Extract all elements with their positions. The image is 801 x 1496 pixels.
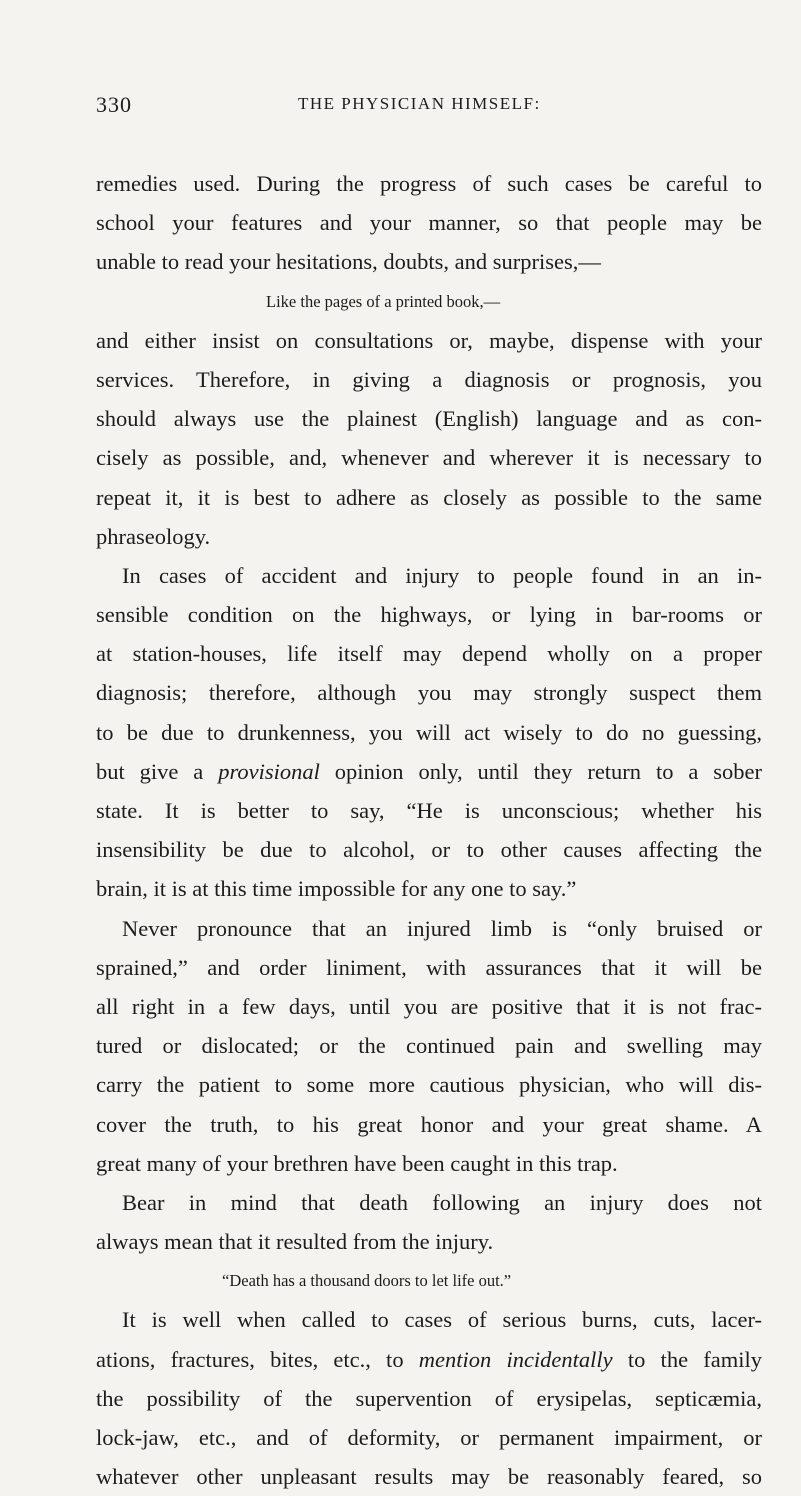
text-line: should always use the plainest (English) language and as con- [96,406,762,432]
text-line: great many of your brethren have been caught in this trap. [96,1150,618,1176]
text-line: the possibility of the supervention of erysipelas, septicæmia, [96,1385,762,1411]
text-line: tured or dislocated; or the continued pain and swelling may [96,1033,762,1059]
text-line: insensibility be due to alcohol, or to other causes affecting the [96,837,762,863]
page-number: 330 [96,92,132,117]
text-segment: ations, fractures, bites, etc., to [96,1346,419,1372]
text-line: cisely as possible, and, whenever and wherever it is necessary to [96,445,762,471]
verse-quote: Like the pages of a printed book,— [266,291,501,311]
italic-phrase: mention incidentally [418,1346,613,1372]
text-line: sprained,” and order liniment, with assurances that it will be [96,954,762,980]
text-line: lock-jaw, etc., and of deformity, or permanent impairment, or [96,1425,762,1450]
text-line: services. Therefore, in giving a diagnosis or prognosis, you [96,366,762,392]
text-segment: to the family [612,1346,762,1372]
text-segment: but give a [96,758,219,784]
italic-phrase: provisional [218,758,320,784]
text-line: sensible condition on the highways, or lying in bar-rooms or [96,602,762,628]
body-text [96,164,762,1496]
running-head: THE PHYSICIAN HIMSELF: [298,94,541,113]
page-header [0,92,801,122]
text-line: phraseology. [96,523,211,549]
text-line: diagnosis; therefore, although you may strongly suspect them [96,680,762,706]
text-line: unable to read your hesitations, doubts, and surprises,— [96,249,601,275]
text-line [96,1340,762,1379]
text-line: whatever other unpleasant results may be reasonably feared, so [96,1464,762,1490]
text-segment: opinion only, until they return to a sober [319,758,762,784]
text-line: brain, it is at this time impossible for any one to say.” [96,876,577,902]
text-line: to be due to drunkenness, you will act wisely to do no guessing, [96,719,762,745]
text-line: carry the patient to some more cautious physician, who will dis- [96,1072,762,1098]
text-line: school your features and your manner, so that people may be [96,210,762,236]
text-line: and either insist on consultations or, maybe, dispense with your [96,327,762,353]
paragraph-start: Never pronounce that an injured limb is “only bruised or [122,915,762,941]
text-line: all right in a few days, until you are positive that it is not frac- [96,993,762,1019]
paragraph-start: Bear in mind that death following an injury does not [122,1189,762,1215]
verse-quote: “Death has a thousand doors to let life out.” [222,1271,512,1291]
text-line: at station-houses, life itself may depend wholly on a proper [96,641,762,667]
text-line: always mean that it resulted from the injury. [96,1229,494,1255]
text-line: repeat it, it is best to adhere as closely as possible to the same [96,484,762,510]
text-line: state. It is better to say, “He is unconscious; whether his [96,798,762,823]
text-line [96,752,762,791]
paragraph-start: In cases of accident and injury to people found in an in- [122,562,762,588]
text-line: cover the truth, to his great honor and your great shame. A [96,1111,762,1137]
paragraph-start: It is well when called to cases of serious burns, cuts, lacer- [122,1307,762,1333]
text-line: remedies used. During the progress of such cases be careful to [96,171,762,196]
